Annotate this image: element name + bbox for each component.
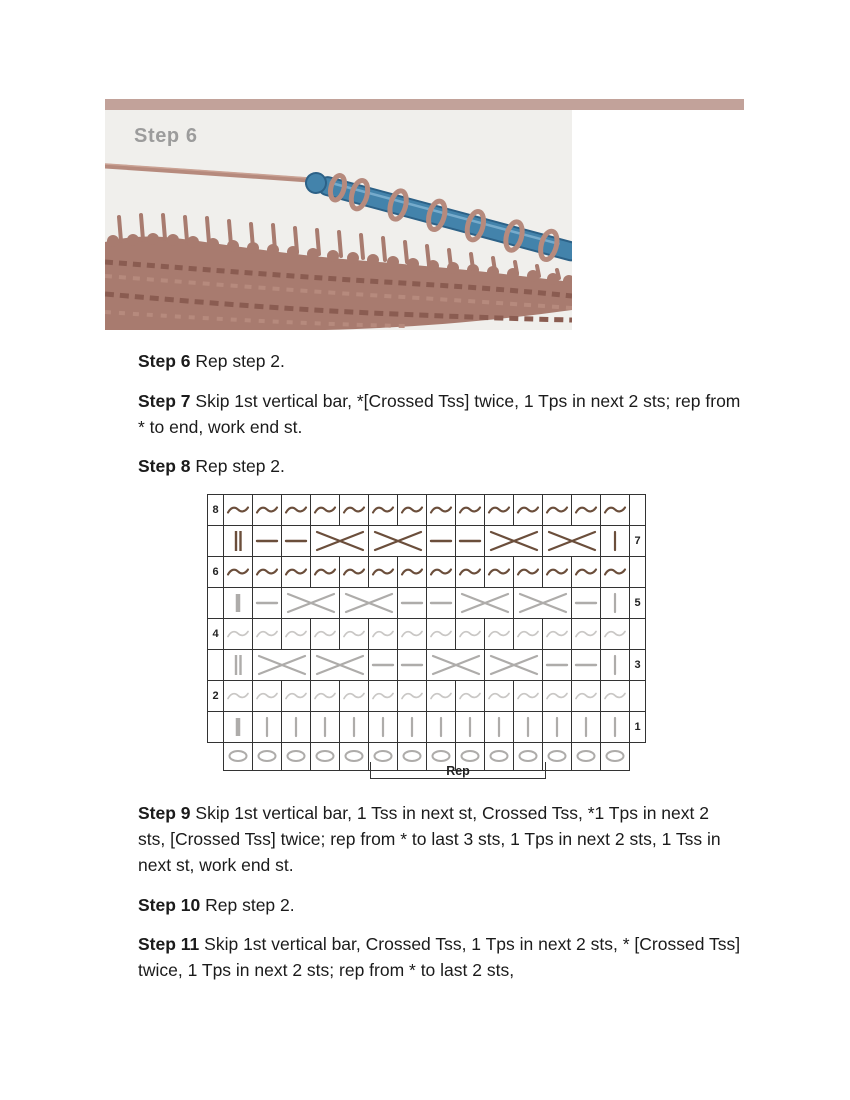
chart-cell-tilde	[514, 495, 543, 526]
chart-row-label-left	[208, 650, 224, 681]
step-text: Skip 1st vertical bar, Crossed Tss, 1 Tps in next 2 sts, * [Crossed Tss] twice, 1 Tps in next 2 sts; rep from * to last 2 sts,	[138, 934, 741, 981]
chart-cell-dash	[398, 588, 427, 619]
chart-row-label-left	[208, 712, 224, 743]
step-9-paragraph	[138, 801, 723, 878]
chart-row-label-left: 4	[208, 619, 224, 650]
chart-cell-bar	[485, 712, 514, 743]
step-text: Rep step 2.	[195, 456, 285, 477]
chart-cell-dash	[543, 650, 572, 681]
chart-cell-dash	[282, 526, 311, 557]
step-text: Rep step 2.	[205, 894, 295, 915]
chart-cell-bar	[311, 712, 340, 743]
chart-cell-oval	[543, 743, 572, 771]
chart-cell-tilde	[485, 619, 514, 650]
step-text: Rep step 2.	[195, 351, 285, 371]
chart-cell-tilde	[224, 495, 253, 526]
chart-cell-oval	[282, 743, 311, 771]
chart-cell-tilde	[369, 495, 398, 526]
chart-cell-tilde	[543, 495, 572, 526]
chart-cell-tilde	[282, 495, 311, 526]
chart-cell-dash	[456, 526, 485, 557]
chart-cell-cross	[311, 526, 369, 557]
chart-cell-cross	[369, 526, 427, 557]
chart-cell-tilde	[427, 557, 456, 588]
chart-row-label-left	[208, 743, 224, 771]
chart-row-label-right: 3	[630, 650, 646, 681]
chart-cell-tilde	[224, 619, 253, 650]
chart-cell-tilde	[572, 619, 601, 650]
chart-cell-tilde	[427, 495, 456, 526]
step-8-paragraph	[138, 454, 746, 480]
chart-row-label-left: 6	[208, 557, 224, 588]
step-text: Skip 1st vertical bar, 1 Tss in next st, Crossed Tss, *1 Tps in next 2 sts, [Crossed Tss] twice; rep from * to last 3 sts, 1 Tps in next 2 sts, 1 Tss in next st, work end st.	[138, 803, 721, 875]
chart-cell-tilde	[340, 681, 369, 712]
chart-cell-cross	[253, 650, 311, 681]
chart-row-label-right: 7	[630, 526, 646, 557]
chart-cell-bar	[456, 712, 485, 743]
chart-cell-dash	[398, 650, 427, 681]
chart-row-label-left: 8	[208, 495, 224, 526]
chart-cell-cross	[456, 588, 514, 619]
chart-cell-tilde	[601, 619, 630, 650]
chart-cell-tilde	[311, 495, 340, 526]
chart-cell-bar	[253, 712, 282, 743]
chart-cell-tilde	[485, 495, 514, 526]
chart-cell-tilde	[514, 557, 543, 588]
chart-cell-tilde	[311, 619, 340, 650]
chart-cell-dash	[253, 588, 282, 619]
step-number: Step 6	[138, 351, 191, 371]
chart-cell-dash	[572, 588, 601, 619]
step-7-paragraph	[138, 389, 746, 441]
chart-cell-tilde	[456, 557, 485, 588]
chart-cell-tilde	[340, 495, 369, 526]
chart-cell-bar	[543, 712, 572, 743]
chart-cell-dash	[427, 526, 456, 557]
chart-cell-bar	[369, 712, 398, 743]
chart-cell-tilde	[427, 681, 456, 712]
chart-cell-tilde	[340, 557, 369, 588]
chart-cell-tilde	[543, 681, 572, 712]
step-text: Skip 1st vertical bar, *[Crossed Tss] twice, 1 Tps in next 2 sts; rep from * to end, work end st.	[138, 390, 741, 437]
photo-step-label: Step 6	[134, 125, 198, 147]
chart-cell-tilde	[572, 495, 601, 526]
instructions-section	[138, 349, 750, 998]
chart-cell-tilde	[224, 557, 253, 588]
chart-cell-tilde	[485, 681, 514, 712]
chart-row-label-right: 5	[630, 588, 646, 619]
chart-cell-tilde	[311, 557, 340, 588]
top-accent-bar	[105, 99, 744, 110]
chart-cell-tilde	[340, 619, 369, 650]
chart-cell-tbar	[224, 712, 253, 743]
step6-photo	[105, 110, 572, 330]
chart-cell-oval	[572, 743, 601, 771]
step-6-paragraph	[138, 349, 746, 375]
chart-cell-bar	[601, 588, 630, 619]
chart-cell-cross	[543, 526, 601, 557]
chart-cell-cross	[485, 526, 543, 557]
chart-cell-tilde	[398, 619, 427, 650]
chart-cell-tilde	[282, 619, 311, 650]
chart-cell-bar	[601, 526, 630, 557]
chart-cell-bar	[282, 712, 311, 743]
rep-label: Rep	[446, 764, 470, 779]
chart-cell-dash	[369, 650, 398, 681]
chart-cell-tilde	[572, 557, 601, 588]
chart-cell-tilde	[456, 619, 485, 650]
chart-cell-tilde	[514, 619, 543, 650]
chart-cell-tilde	[224, 681, 253, 712]
chart-cell-tilde	[398, 495, 427, 526]
chart-cell-tilde	[253, 495, 282, 526]
chart-row-label-left	[208, 526, 224, 557]
chart-row-label-right	[630, 495, 646, 526]
chart-cell-cross	[340, 588, 398, 619]
chart-cell-bar	[601, 712, 630, 743]
chart-cell-tilde	[311, 681, 340, 712]
chart-cell-oval	[601, 743, 630, 771]
chart-cell-tilde	[543, 557, 572, 588]
chart-cell-cross	[514, 588, 572, 619]
chart-cell-oval	[311, 743, 340, 771]
chart-row-label-right	[630, 619, 646, 650]
chart-cell-tilde	[427, 619, 456, 650]
step-10-paragraph	[138, 893, 746, 919]
chart-row-label-right: 1	[630, 712, 646, 743]
chart-cell-tilde	[253, 619, 282, 650]
step-11-paragraph	[138, 932, 746, 984]
chart-cell-bar	[514, 712, 543, 743]
chart-cell-tilde	[398, 681, 427, 712]
chart-row-label-right	[630, 557, 646, 588]
step-number: Step 10	[138, 894, 201, 915]
chart-cell-tbar	[224, 588, 253, 619]
step-number: Step 7	[138, 390, 191, 411]
chart-cell-tilde	[398, 557, 427, 588]
chart-cell-bar	[340, 712, 369, 743]
chart-cell-tilde	[253, 681, 282, 712]
chart-cell-oval	[253, 743, 282, 771]
chart-cell-dash	[572, 650, 601, 681]
chart-cell-tilde	[282, 681, 311, 712]
step-number: Step 11	[138, 934, 200, 955]
chart-cell-dash	[427, 588, 456, 619]
chart-cell-cross	[282, 588, 340, 619]
stitch-chart	[207, 494, 647, 780]
chart-cell-dbar	[224, 526, 253, 557]
chart-cell-bar	[601, 650, 630, 681]
chart-cell-dash	[253, 526, 282, 557]
chart-row-label-right	[630, 743, 646, 771]
chart-cell-cross	[485, 650, 543, 681]
chart-cell-tilde	[253, 557, 282, 588]
chart-cell-oval	[224, 743, 253, 771]
chart-cell-tilde	[601, 681, 630, 712]
chart-cell-bar	[427, 712, 456, 743]
rep-bracket	[370, 762, 546, 779]
chart-cell-tilde	[485, 557, 514, 588]
step-number: Step 9	[138, 803, 191, 824]
chart-cell-tilde	[456, 495, 485, 526]
chart-cell-tilde	[282, 557, 311, 588]
chart-cell-tilde	[456, 681, 485, 712]
chart-cell-tilde	[369, 681, 398, 712]
chart-cell-cross	[311, 650, 369, 681]
chart-cell-oval	[340, 743, 369, 771]
chart-cell-tilde	[572, 681, 601, 712]
chart-cell-dbar	[224, 650, 253, 681]
chart-row-label-left	[208, 588, 224, 619]
chart-cell-tilde	[543, 619, 572, 650]
chart-cell-tilde	[601, 557, 630, 588]
chart-cell-tilde	[369, 557, 398, 588]
chart-cell-cross	[427, 650, 485, 681]
chart-row-label-left: 2	[208, 681, 224, 712]
stitch-chart-grid	[207, 494, 646, 771]
chart-cell-tilde	[369, 619, 398, 650]
chart-cell-bar	[572, 712, 601, 743]
chart-row-label-right	[630, 681, 646, 712]
chart-cell-tilde	[601, 495, 630, 526]
chart-cell-tilde	[514, 681, 543, 712]
chart-cell-bar	[398, 712, 427, 743]
step-number: Step 8	[138, 456, 191, 477]
